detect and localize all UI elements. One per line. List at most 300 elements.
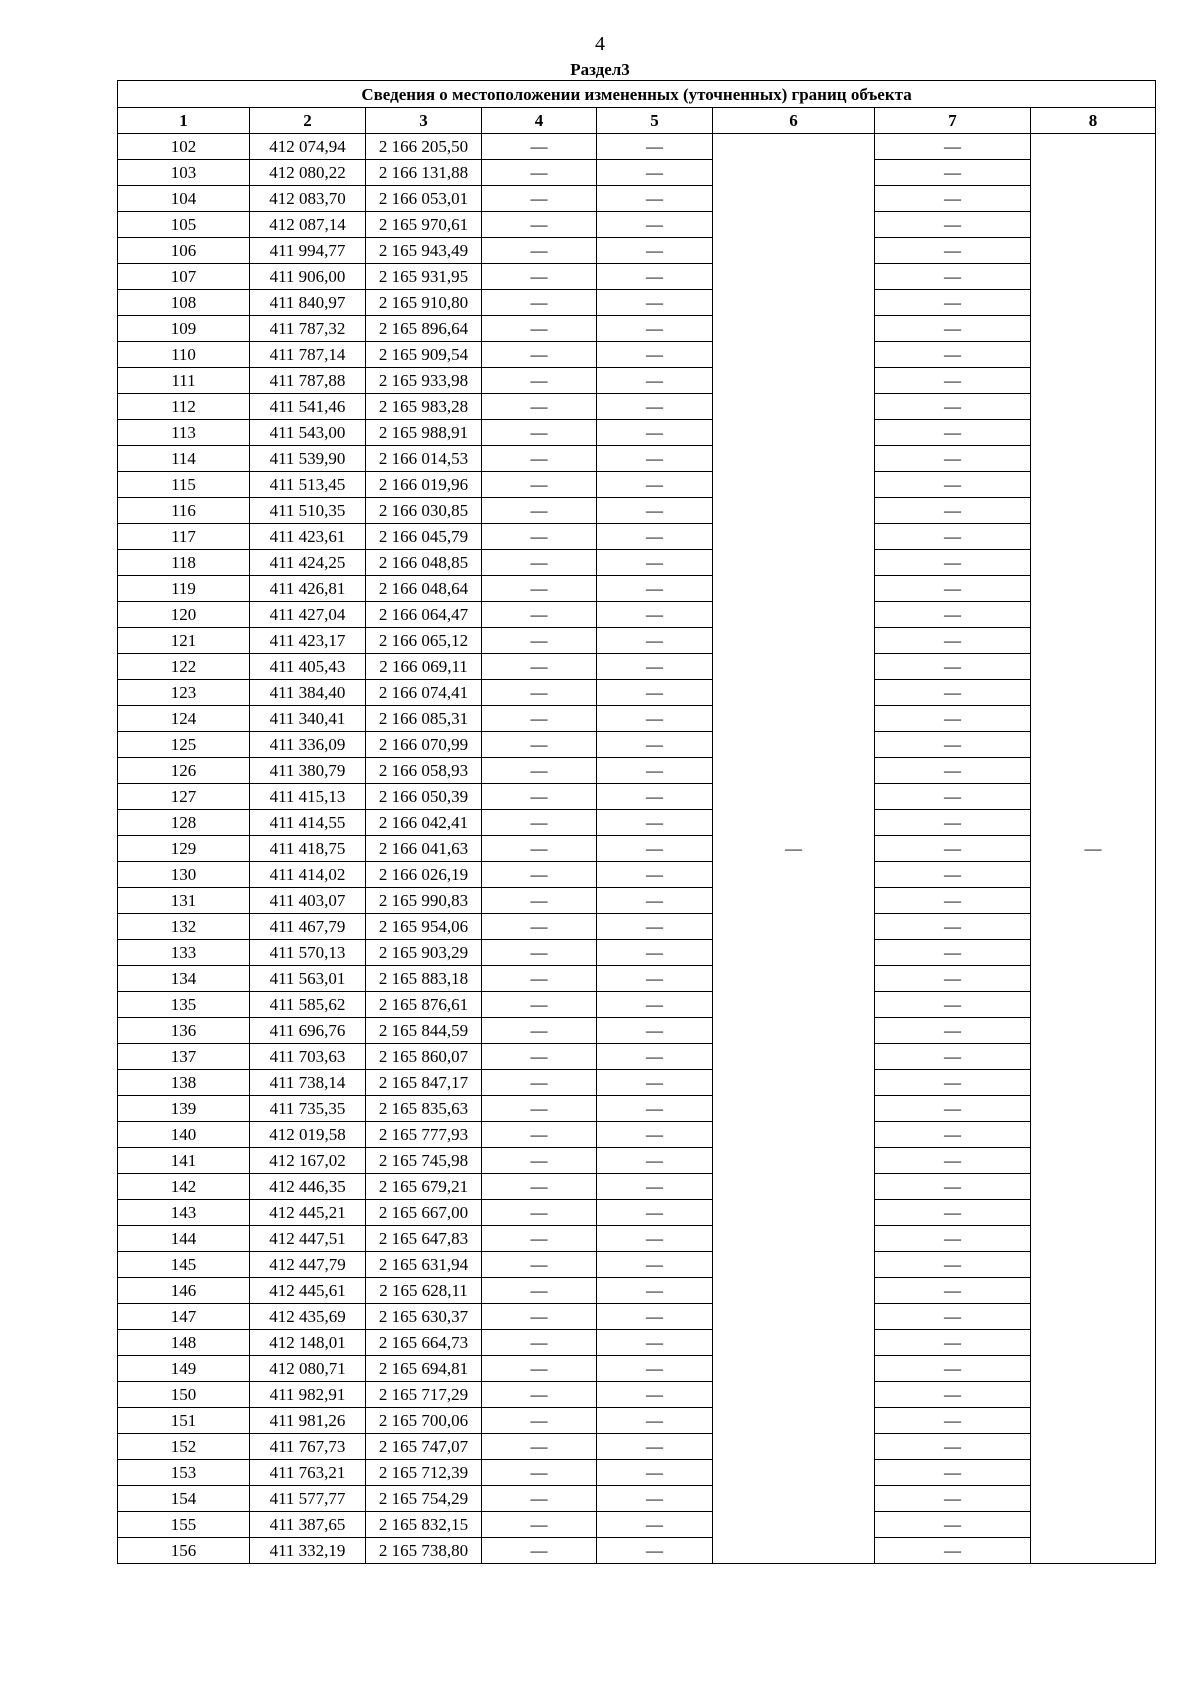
point-number-cell: 106 [118,238,250,264]
column-4-cell: — [482,1018,597,1044]
table-row [118,524,1156,550]
x-coordinate-cell: 411 423,61 [250,524,366,550]
x-coordinate-cell: 411 585,62 [250,992,366,1018]
column-7-cell: — [875,914,1031,940]
point-number-cell: 150 [118,1382,250,1408]
table-row [118,888,1156,914]
point-number-cell: 156 [118,1538,250,1564]
column-4-cell: — [482,602,597,628]
point-number-cell: 107 [118,264,250,290]
point-number-cell: 103 [118,160,250,186]
table-row [118,628,1156,654]
column-4-cell: — [482,1252,597,1278]
point-number-cell: 127 [118,784,250,810]
table-row [118,498,1156,524]
column-4-cell: — [482,836,597,862]
table-row [118,1512,1156,1538]
y-coordinate-cell: 2 165 754,29 [366,1486,482,1512]
column-5-cell: — [597,1408,713,1434]
point-number-cell: 105 [118,212,250,238]
column-4-cell: — [482,472,597,498]
point-number-cell: 135 [118,992,250,1018]
y-coordinate-cell: 2 165 983,28 [366,394,482,420]
y-coordinate-cell: 2 165 630,37 [366,1304,482,1330]
table-caption-row [118,81,1156,108]
x-coordinate-cell: 411 387,65 [250,1512,366,1538]
point-number-cell: 104 [118,186,250,212]
column-4-cell: — [482,134,597,160]
column-4-cell: — [482,316,597,342]
column-5-cell: — [597,862,713,888]
column-number: 4 [482,108,597,134]
table-row [118,732,1156,758]
column-4-cell: — [482,1538,597,1564]
y-coordinate-cell: 2 166 041,63 [366,836,482,862]
column-4-cell: — [482,862,597,888]
y-coordinate-cell: 2 165 909,54 [366,342,482,368]
column-5-cell: — [597,654,713,680]
column-5-cell: — [597,134,713,160]
y-coordinate-cell: 2 165 876,61 [366,992,482,1018]
column-4-cell: — [482,394,597,420]
column-7-cell: — [875,1070,1031,1096]
column-5-cell: — [597,1460,713,1486]
column-4-cell: — [482,784,597,810]
column-7-cell: — [875,1330,1031,1356]
table-row [118,134,1156,160]
point-number-cell: 141 [118,1148,250,1174]
x-coordinate-cell: 411 427,04 [250,602,366,628]
column-4-cell: — [482,368,597,394]
column-5-cell: — [597,706,713,732]
x-coordinate-cell: 411 467,79 [250,914,366,940]
column-5-cell: — [597,1044,713,1070]
y-coordinate-cell: 2 166 026,19 [366,862,482,888]
table-row [118,966,1156,992]
column-7-cell: — [875,1538,1031,1564]
column-4-cell: — [482,706,597,732]
column-7-cell: — [875,862,1031,888]
column-4-cell: — [482,940,597,966]
x-coordinate-cell: 412 087,14 [250,212,366,238]
column-5-cell: — [597,836,713,862]
table-row [118,862,1156,888]
y-coordinate-cell: 2 166 069,11 [366,654,482,680]
y-coordinate-cell: 2 165 910,80 [366,290,482,316]
point-number-cell: 121 [118,628,250,654]
column-6-merged-cell: — [713,134,875,1564]
y-coordinate-cell: 2 166 131,88 [366,160,482,186]
column-7-cell: — [875,290,1031,316]
table-row [118,550,1156,576]
y-coordinate-cell: 2 165 679,21 [366,1174,482,1200]
column-number: 1 [118,108,250,134]
table-row [118,602,1156,628]
column-7-cell: — [875,940,1031,966]
column-4-cell: — [482,758,597,784]
x-coordinate-cell: 411 577,77 [250,1486,366,1512]
column-7-cell: — [875,368,1031,394]
point-number-cell: 133 [118,940,250,966]
table-row [118,238,1156,264]
column-4-cell: — [482,186,597,212]
column-4-cell: — [482,1200,597,1226]
column-5-cell: — [597,1070,713,1096]
point-number-cell: 138 [118,1070,250,1096]
point-number-cell: 129 [118,836,250,862]
column-7-cell: — [875,1304,1031,1330]
point-number-cell: 117 [118,524,250,550]
column-5-cell: — [597,394,713,420]
y-coordinate-cell: 2 165 931,95 [366,264,482,290]
x-coordinate-cell: 411 541,46 [250,394,366,420]
point-number-cell: 140 [118,1122,250,1148]
point-number-cell: 128 [118,810,250,836]
y-coordinate-cell: 2 165 832,15 [366,1512,482,1538]
column-7-cell: — [875,1382,1031,1408]
column-4-cell: — [482,1382,597,1408]
column-4-cell: — [482,160,597,186]
table-row [118,368,1156,394]
column-7-cell: — [875,836,1031,862]
y-coordinate-cell: 2 165 777,93 [366,1122,482,1148]
column-5-cell: — [597,472,713,498]
point-number-cell: 112 [118,394,250,420]
column-4-cell: — [482,810,597,836]
y-coordinate-cell: 2 165 844,59 [366,1018,482,1044]
column-4-cell: — [482,420,597,446]
y-coordinate-cell: 2 166 085,31 [366,706,482,732]
point-number-cell: 143 [118,1200,250,1226]
table-row [118,914,1156,940]
x-coordinate-cell: 412 167,02 [250,1148,366,1174]
column-5-cell: — [597,576,713,602]
column-4-cell: — [482,1148,597,1174]
column-7-cell: — [875,1486,1031,1512]
y-coordinate-cell: 2 165 628,11 [366,1278,482,1304]
column-4-cell: — [482,1486,597,1512]
column-7-cell: — [875,134,1031,160]
x-coordinate-cell: 411 539,90 [250,446,366,472]
table-row [118,1226,1156,1252]
x-coordinate-cell: 411 981,26 [250,1408,366,1434]
y-coordinate-cell: 2 165 970,61 [366,212,482,238]
point-number-cell: 126 [118,758,250,784]
column-number: 8 [1031,108,1156,134]
y-coordinate-cell: 2 165 903,29 [366,940,482,966]
column-5-cell: — [597,160,713,186]
column-5-cell: — [597,1226,713,1252]
column-5-cell: — [597,1122,713,1148]
table-row [118,160,1156,186]
column-5-cell: — [597,992,713,1018]
column-7-cell: — [875,1096,1031,1122]
column-5-cell: — [597,1356,713,1382]
table-row [118,1356,1156,1382]
page-number: 4 [595,33,605,55]
column-4-cell: — [482,1226,597,1252]
column-4-cell: — [482,1512,597,1538]
table-caption: Сведения о местоположении измененных (уточненных) границ объекта [118,81,1156,108]
column-4-cell: — [482,550,597,576]
table-row [118,420,1156,446]
column-4-cell: — [482,1460,597,1486]
column-5-cell: — [597,446,713,472]
column-7-cell: — [875,784,1031,810]
column-5-cell: — [597,420,713,446]
y-coordinate-cell: 2 165 747,07 [366,1434,482,1460]
x-coordinate-cell: 411 563,01 [250,966,366,992]
column-7-cell: — [875,238,1031,264]
column-5-cell: — [597,1096,713,1122]
point-number-cell: 137 [118,1044,250,1070]
point-number-cell: 134 [118,966,250,992]
column-5-cell: — [597,1434,713,1460]
column-7-cell: — [875,550,1031,576]
point-number-cell: 109 [118,316,250,342]
point-number-cell: 155 [118,1512,250,1538]
column-5-cell: — [597,1018,713,1044]
x-coordinate-cell: 412 435,69 [250,1304,366,1330]
table-row [118,1382,1156,1408]
y-coordinate-cell: 2 166 030,85 [366,498,482,524]
point-number-cell: 120 [118,602,250,628]
x-coordinate-cell: 411 994,77 [250,238,366,264]
x-coordinate-cell: 411 414,55 [250,810,366,836]
y-coordinate-cell: 2 165 631,94 [366,1252,482,1278]
column-5-cell: — [597,342,713,368]
y-coordinate-cell: 2 165 883,18 [366,966,482,992]
x-coordinate-cell: 411 543,00 [250,420,366,446]
column-5-cell: — [597,524,713,550]
x-coordinate-cell: 411 426,81 [250,576,366,602]
column-5-cell: — [597,784,713,810]
y-coordinate-cell: 2 165 712,39 [366,1460,482,1486]
column-5-cell: — [597,732,713,758]
x-coordinate-cell: 411 415,13 [250,784,366,810]
y-coordinate-cell: 2 165 664,73 [366,1330,482,1356]
point-number-cell: 116 [118,498,250,524]
table-row [118,1070,1156,1096]
table-row [118,290,1156,316]
y-coordinate-cell: 2 166 048,85 [366,550,482,576]
y-coordinate-cell: 2 166 070,99 [366,732,482,758]
y-coordinate-cell: 2 165 717,29 [366,1382,482,1408]
x-coordinate-cell: 411 703,63 [250,1044,366,1070]
x-coordinate-cell: 411 510,35 [250,498,366,524]
point-number-cell: 139 [118,1096,250,1122]
column-4-cell: — [482,1408,597,1434]
column-7-cell: — [875,212,1031,238]
column-4-cell: — [482,1434,597,1460]
x-coordinate-cell: 412 445,21 [250,1200,366,1226]
column-7-cell: — [875,498,1031,524]
point-number-cell: 147 [118,1304,250,1330]
column-7-cell: — [875,706,1031,732]
column-4-cell: — [482,1330,597,1356]
column-7-cell: — [875,1408,1031,1434]
column-4-cell: — [482,1304,597,1330]
x-coordinate-cell: 411 787,88 [250,368,366,394]
point-number-cell: 115 [118,472,250,498]
point-number-cell: 154 [118,1486,250,1512]
y-coordinate-cell: 2 165 933,98 [366,368,482,394]
table-row [118,316,1156,342]
column-5-cell: — [597,264,713,290]
column-4-cell: — [482,1174,597,1200]
y-coordinate-cell: 2 166 014,53 [366,446,482,472]
table-row [118,758,1156,784]
point-number-cell: 102 [118,134,250,160]
y-coordinate-cell: 2 165 835,63 [366,1096,482,1122]
y-coordinate-cell: 2 165 745,98 [366,1148,482,1174]
column-5-cell: — [597,186,713,212]
column-7-cell: — [875,420,1031,446]
table-row [118,680,1156,706]
table-row [118,342,1156,368]
x-coordinate-cell: 411 340,41 [250,706,366,732]
column-7-cell: — [875,1356,1031,1382]
y-coordinate-cell: 2 165 738,80 [366,1538,482,1564]
y-coordinate-cell: 2 165 667,00 [366,1200,482,1226]
point-number-cell: 131 [118,888,250,914]
point-number-cell: 124 [118,706,250,732]
table-row [118,1538,1156,1564]
column-5-cell: — [597,1512,713,1538]
column-5-cell: — [597,290,713,316]
column-5-cell: — [597,368,713,394]
column-7-cell: — [875,654,1031,680]
point-number-cell: 153 [118,1460,250,1486]
y-coordinate-cell: 2 166 058,93 [366,758,482,784]
column-7-cell: — [875,1460,1031,1486]
point-number-cell: 145 [118,1252,250,1278]
table-row [118,576,1156,602]
x-coordinate-cell: 412 148,01 [250,1330,366,1356]
column-4-cell: — [482,628,597,654]
column-4-cell: — [482,888,597,914]
x-coordinate-cell: 411 696,76 [250,1018,366,1044]
table-row [118,1044,1156,1070]
column-4-cell: — [482,1070,597,1096]
column-number: 5 [597,108,713,134]
column-7-cell: — [875,186,1031,212]
column-4-cell: — [482,212,597,238]
column-7-cell: — [875,1122,1031,1148]
column-7-cell: — [875,758,1031,784]
table-row [118,446,1156,472]
column-7-cell: — [875,160,1031,186]
y-coordinate-cell: 2 166 064,47 [366,602,482,628]
table-row [118,1200,1156,1226]
y-coordinate-cell: 2 165 647,83 [366,1226,482,1252]
x-coordinate-cell: 411 414,02 [250,862,366,888]
column-4-cell: — [482,238,597,264]
column-4-cell: — [482,654,597,680]
column-5-cell: — [597,1330,713,1356]
column-4-cell: — [482,264,597,290]
x-coordinate-cell: 412 445,61 [250,1278,366,1304]
y-coordinate-cell: 2 165 694,81 [366,1356,482,1382]
column-7-cell: — [875,342,1031,368]
column-7-cell: — [875,680,1031,706]
x-coordinate-cell: 411 513,45 [250,472,366,498]
point-number-cell: 144 [118,1226,250,1252]
table-row [118,394,1156,420]
column-7-cell: — [875,992,1031,1018]
table-row [118,186,1156,212]
column-5-cell: — [597,602,713,628]
column-7-cell: — [875,524,1031,550]
column-7-cell: — [875,472,1031,498]
column-4-cell: — [482,680,597,706]
table-row [118,1252,1156,1278]
point-number-cell: 122 [118,654,250,680]
table-row [118,784,1156,810]
point-number-cell: 148 [118,1330,250,1356]
x-coordinate-cell: 412 446,35 [250,1174,366,1200]
column-5-cell: — [597,1304,713,1330]
point-number-cell: 136 [118,1018,250,1044]
x-coordinate-cell: 412 019,58 [250,1122,366,1148]
table-row [118,1278,1156,1304]
column-7-cell: — [875,1044,1031,1070]
y-coordinate-cell: 2 165 954,06 [366,914,482,940]
table-row [118,1460,1156,1486]
point-number-cell: 130 [118,862,250,888]
column-4-cell: — [482,524,597,550]
column-5-cell: — [597,966,713,992]
table-row [118,212,1156,238]
column-5-cell: — [597,940,713,966]
column-5-cell: — [597,680,713,706]
column-7-cell: — [875,810,1031,836]
column-number: 3 [366,108,482,134]
column-4-cell: — [482,914,597,940]
x-coordinate-cell: 411 405,43 [250,654,366,680]
y-coordinate-cell: 2 166 074,41 [366,680,482,706]
column-5-cell: — [597,758,713,784]
x-coordinate-cell: 411 738,14 [250,1070,366,1096]
y-coordinate-cell: 2 166 045,79 [366,524,482,550]
column-4-cell: — [482,1356,597,1382]
column-7-cell: — [875,1174,1031,1200]
column-5-cell: — [597,550,713,576]
column-7-cell: — [875,966,1031,992]
coordinates-table [117,80,1156,1564]
x-coordinate-cell: 411 767,73 [250,1434,366,1460]
point-number-cell: 151 [118,1408,250,1434]
table-row [118,706,1156,732]
point-number-cell: 110 [118,342,250,368]
column-5-cell: — [597,914,713,940]
column-number: 6 [713,108,875,134]
column-5-cell: — [597,1538,713,1564]
x-coordinate-cell: 412 074,94 [250,134,366,160]
x-coordinate-cell: 412 083,70 [250,186,366,212]
column-5-cell: — [597,316,713,342]
table-row [118,1434,1156,1460]
table-row [118,472,1156,498]
point-number-cell: 125 [118,732,250,758]
table-row [118,1330,1156,1356]
y-coordinate-cell: 2 165 847,17 [366,1070,482,1096]
point-number-cell: 146 [118,1278,250,1304]
x-coordinate-cell: 411 384,40 [250,680,366,706]
x-coordinate-cell: 411 418,75 [250,836,366,862]
table-row [118,1408,1156,1434]
x-coordinate-cell: 411 787,14 [250,342,366,368]
